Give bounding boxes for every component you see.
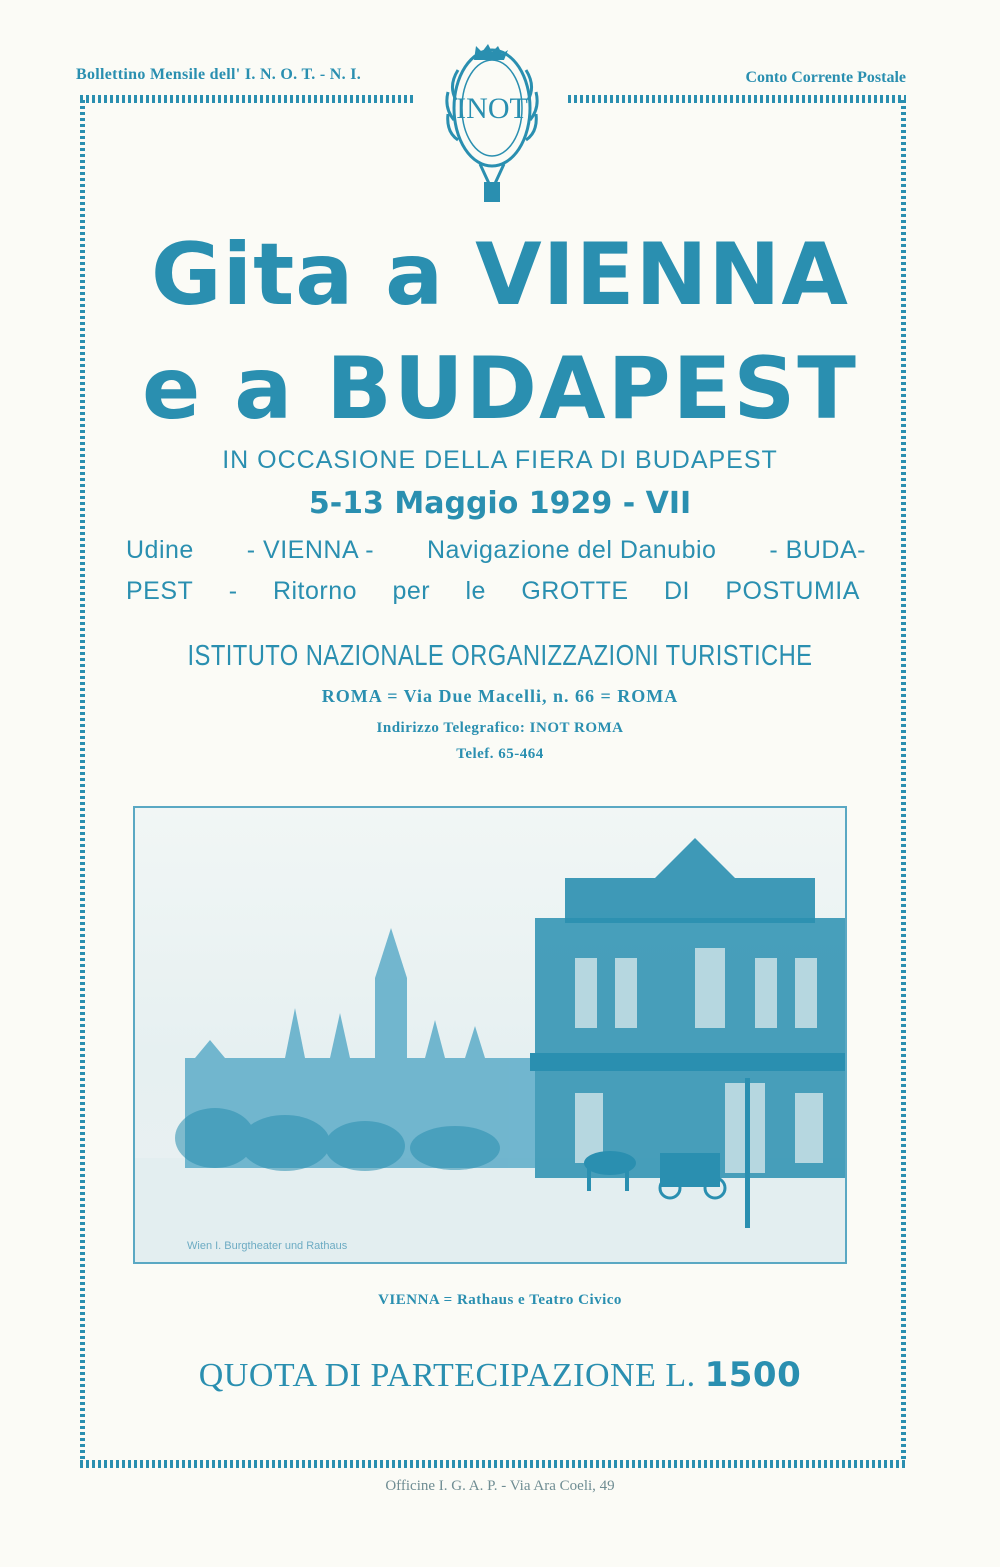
photo-inscription: Wien I. Burgtheater und Rathaus: [187, 1240, 348, 1252]
bulletin-label: Bollettino Mensile dell' I. N. O. T. - N. I.: [76, 66, 362, 83]
institute-name: ISTITUTO NAZIONALE ORGANIZZAZIONI TURISTICHE: [187, 640, 813, 672]
vienna-photograph: [133, 806, 847, 1264]
route-word: GROTTE: [521, 577, 629, 605]
route-word: POSTUMIA: [725, 577, 860, 605]
photo-caption: VIENNA = Rathaus e Teatro Civico: [378, 1292, 622, 1308]
route-line-2: [126, 577, 860, 606]
route-word: PEST: [126, 577, 194, 605]
route-word: -: [228, 577, 238, 605]
fee-label: QUOTA DI PARTECIPAZIONE L.: [198, 1357, 696, 1394]
fee-amount: 1500: [704, 1355, 802, 1395]
route-word: DI: [663, 577, 690, 605]
telegraph-address: Indirizzo Telegrafico: INOT ROMA: [376, 720, 624, 736]
border-top-left: [80, 95, 414, 103]
telephone-number: Telef. 65-464: [456, 746, 544, 762]
postal-account-label: Conto Corrente Postale: [745, 69, 906, 86]
institute-address: ROMA = Via Due Macelli, n. 66 = ROMA: [321, 686, 679, 706]
route-word: le: [465, 577, 486, 605]
title-line-1: Gita a VIENNA: [151, 225, 849, 325]
border-bottom: [80, 1460, 906, 1468]
route-word: Navigazione del Danubio: [426, 536, 717, 564]
route-word: per: [392, 577, 431, 605]
rathaus-theater-illustration: [135, 808, 845, 1262]
route-word: - VIENNA -: [246, 536, 375, 564]
trip-dates: 5-13 Maggio 1929 - VII: [308, 486, 692, 521]
inot-emblem: [440, 40, 544, 204]
title-line-2: e a BUDAPEST: [142, 339, 858, 439]
emblem-lettering: INOT: [456, 92, 528, 125]
participation-fee: [0, 1355, 1000, 1395]
route-word: Ritorno: [272, 577, 358, 605]
border-top-right: [568, 95, 906, 103]
fair-subtitle: IN OCCASIONE DELLA FIERA DI BUDAPEST: [222, 446, 778, 474]
printer-credit: Officine I. G. A. P. - Via Ara Coeli, 49: [385, 1478, 615, 1494]
route-word: Udine: [126, 536, 194, 564]
route-word: - BUDA-: [769, 536, 866, 564]
route-line-1: [126, 536, 866, 565]
